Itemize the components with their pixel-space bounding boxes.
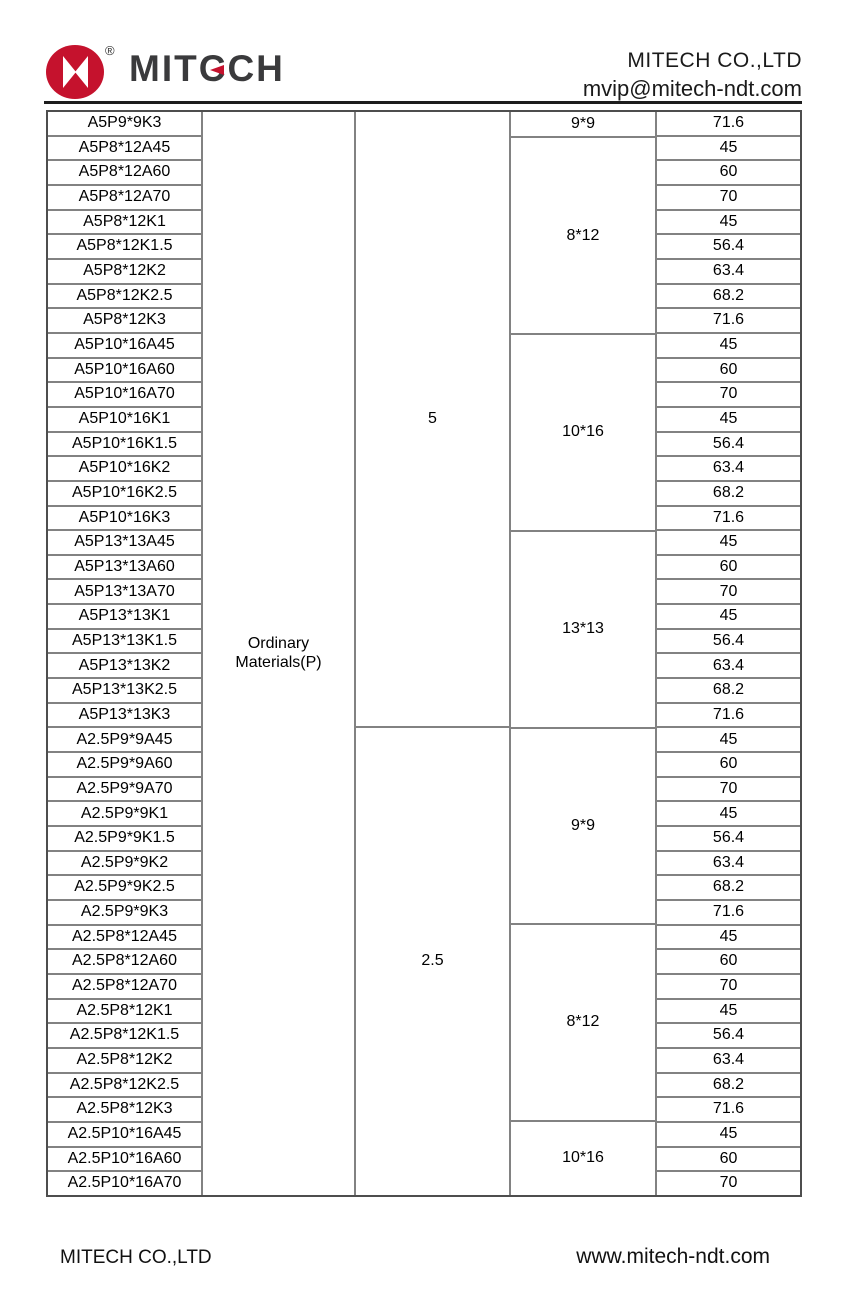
- model-cell: A5P9*9K3: [48, 112, 201, 137]
- model-cell: A5P13*13K1: [48, 605, 201, 630]
- model-cell: A5P10*16K1: [48, 408, 201, 433]
- value-cell: 60: [657, 359, 800, 384]
- red-arrow-icon: [210, 65, 224, 75]
- value-cell: 45: [657, 408, 800, 433]
- value-cell: 45: [657, 802, 800, 827]
- value-cell: 71.6: [657, 901, 800, 926]
- model-cell: A2.5P9*9K1: [48, 802, 201, 827]
- value-cell: 70: [657, 778, 800, 803]
- model-cell: A2.5P8*12A45: [48, 926, 201, 951]
- model-cell: A2.5P8*12A60: [48, 950, 201, 975]
- model-cell: A5P8*12A70: [48, 186, 201, 211]
- value-cell: 68.2: [657, 482, 800, 507]
- model-cell: A2.5P9*9K3: [48, 901, 201, 926]
- mitech-logo-icon: [45, 42, 119, 102]
- model-cell: A5P8*12K1.5: [48, 235, 201, 260]
- value-cell: 70: [657, 186, 800, 211]
- value-cell: 68.2: [657, 285, 800, 310]
- footer-company-name: MITECH CO.,LTD: [60, 1247, 212, 1268]
- model-cell: A5P10*16K3: [48, 507, 201, 532]
- model-cell: A5P13*13A45: [48, 531, 201, 556]
- value-cell: 45: [657, 531, 800, 556]
- value-cell: 60: [657, 556, 800, 581]
- value-cell: 63.4: [657, 654, 800, 679]
- model-cell: A5P8*12K2: [48, 260, 201, 285]
- frequency-cell: 2.5: [421, 952, 444, 970]
- value-cell: 60: [657, 161, 800, 186]
- model-cell: A5P10*16K2.5: [48, 482, 201, 507]
- value-cell: 70: [657, 580, 800, 605]
- material-column: [203, 112, 356, 1195]
- model-column: [48, 112, 203, 1195]
- footer-website: www.mitech-ndt.com: [576, 1245, 770, 1268]
- chip-size-column: [511, 112, 657, 1195]
- model-cell: A2.5P10*16A45: [48, 1123, 201, 1148]
- value-cell: 68.2: [657, 679, 800, 704]
- model-cell: A5P10*16K2: [48, 457, 201, 482]
- value-cell: 45: [657, 926, 800, 951]
- value-cell: 70: [657, 383, 800, 408]
- model-cell: A2.5P9*9K2.5: [48, 876, 201, 901]
- value-cell: 68.2: [657, 1074, 800, 1099]
- value-cell: 45: [657, 605, 800, 630]
- value-cell: 45: [657, 728, 800, 753]
- model-cell: A5P10*16A70: [48, 383, 201, 408]
- value-cell: 60: [657, 950, 800, 975]
- model-cell: A2.5P9*9K2: [48, 852, 201, 877]
- model-cell: A2.5P8*12K2.5: [48, 1074, 201, 1099]
- model-cell: A2.5P8*12K2: [48, 1049, 201, 1074]
- size-cell: 8*12: [511, 925, 655, 1122]
- value-cell: 45: [657, 1123, 800, 1148]
- value-cell: 45: [657, 211, 800, 236]
- value-cell: 56.4: [657, 827, 800, 852]
- model-cell: A2.5P8*12K1.5: [48, 1024, 201, 1049]
- model-cell: A5P13*13K2.5: [48, 679, 201, 704]
- size-cell: 13*13: [511, 532, 655, 729]
- material-cell: [203, 112, 354, 1195]
- wordmark-left: MIT: [129, 48, 199, 89]
- wordmark-stylized-e: C: [198, 48, 228, 89]
- model-cell: A5P13*13K2: [48, 654, 201, 679]
- value-cell: 68.2: [657, 876, 800, 901]
- value-cell: 71.6: [657, 112, 800, 137]
- model-cell: A2.5P10*16A70: [67, 1174, 182, 1192]
- wordmark-right: CH: [227, 48, 285, 89]
- size-cell: 8*12: [511, 138, 655, 335]
- model-cell: A5P10*16A45: [48, 334, 201, 359]
- model-cell: A2.5P8*12K3: [48, 1098, 201, 1123]
- model-cell: A2.5P9*9A45: [48, 728, 201, 753]
- model-cell: A5P13*13K3: [48, 704, 201, 729]
- size-cell: 9*9: [511, 112, 655, 138]
- value-cell: 56.4: [657, 630, 800, 655]
- value-cell: 56.4: [657, 433, 800, 458]
- model-cell: A2.5P9*9K1.5: [48, 827, 201, 852]
- model-cell: A2.5P8*12A70: [48, 975, 201, 1000]
- model-cell: A5P13*13A60: [48, 556, 201, 581]
- header-company-name: MITECH CO.,LTD: [627, 49, 802, 72]
- value-cell: 60: [657, 753, 800, 778]
- value-cell: 71.6: [657, 704, 800, 729]
- value-cell: 70: [657, 975, 800, 1000]
- model-cell: A5P8*12K2.5: [48, 285, 201, 310]
- header-email: mvip@mitech-ndt.com: [582, 75, 802, 101]
- value-cell: 71.6: [657, 1098, 800, 1123]
- model-cell: A5P13*13A70: [48, 580, 201, 605]
- value-cell: 56.4: [657, 1024, 800, 1049]
- value-cell: 60: [657, 1148, 800, 1173]
- value-cell: 56.4: [657, 235, 800, 260]
- model-cell: A2.5P9*9A60: [48, 753, 201, 778]
- value-cell: 63.4: [657, 852, 800, 877]
- model-cell: A5P10*16A60: [48, 359, 201, 384]
- model-cell: A2.5P9*9A70: [48, 778, 201, 803]
- model-cell: A2.5P8*12K1: [48, 1000, 201, 1025]
- header-contact-block: [583, 48, 802, 103]
- value-cell: 45: [657, 137, 800, 162]
- size-cell: 10*16: [562, 1149, 604, 1167]
- model-cell: A5P8*12A45: [48, 137, 201, 162]
- model-cell: A2.5P10*16A60: [48, 1148, 201, 1173]
- header-divider: [44, 101, 802, 104]
- value-cell: 63.4: [657, 457, 800, 482]
- material-line1: Ordinary: [247, 635, 310, 653]
- size-cell: 9*9: [511, 729, 655, 926]
- model-cell: A5P13*13K1.5: [48, 630, 201, 655]
- material-line2: Materials(P): [235, 653, 322, 671]
- frequency-cell: 5: [356, 112, 509, 728]
- value-cell: 63.4: [657, 260, 800, 285]
- model-cell: A5P8*12A60: [48, 161, 201, 186]
- value-cell: 63.4: [657, 1049, 800, 1074]
- probe-spec-table: [46, 110, 802, 1197]
- frequency-column: [356, 112, 511, 1195]
- value-cell: 71.6: [657, 507, 800, 532]
- value-cell: 70: [719, 1174, 738, 1192]
- model-cell: A5P8*12K3: [48, 309, 201, 334]
- mitech-logo: [45, 42, 285, 102]
- angle-value-column: [657, 112, 800, 1195]
- value-cell: 71.6: [657, 309, 800, 334]
- value-cell: 45: [657, 1000, 800, 1025]
- model-cell: A5P10*16K1.5: [48, 433, 201, 458]
- logo-wordmark: [129, 50, 285, 87]
- value-cell: 45: [657, 334, 800, 359]
- size-cell: 10*16: [511, 335, 655, 532]
- model-cell: A5P8*12K1: [48, 211, 201, 236]
- registered-mark-icon: ®: [105, 43, 115, 58]
